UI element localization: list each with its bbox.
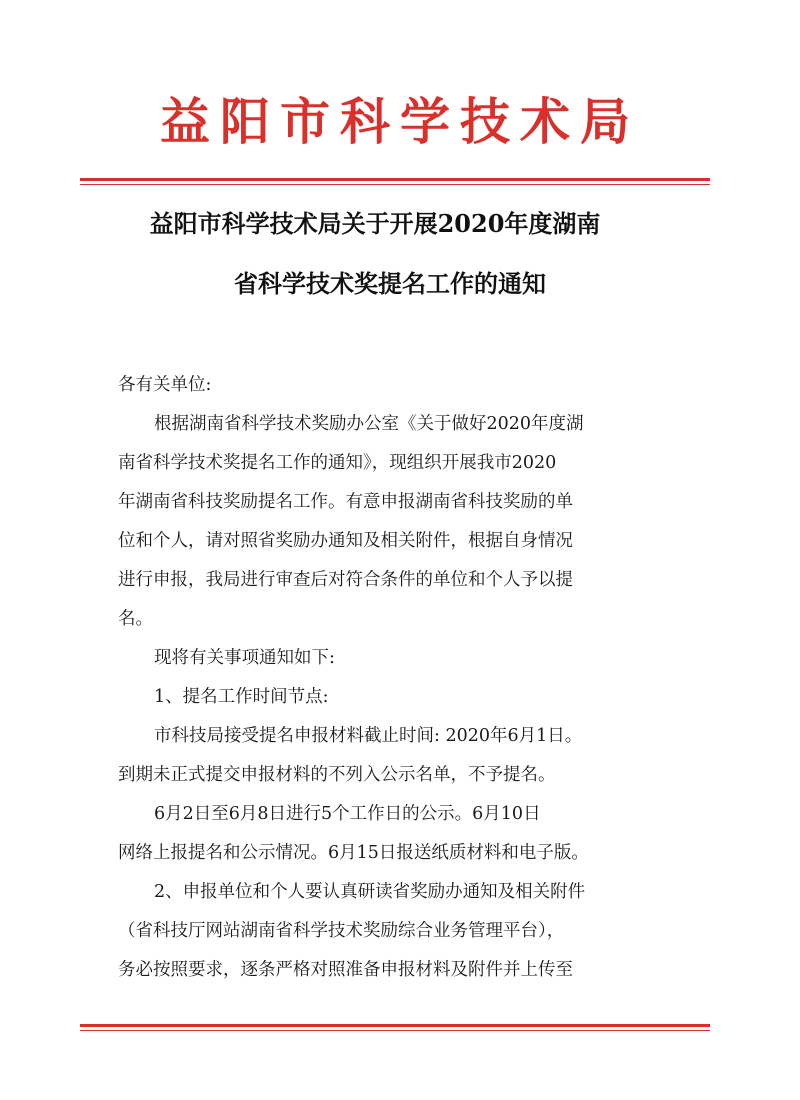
paragraph-1-line: 位和个人，请对照省奖励办通知及相关附件，根据自身情况 [118,531,573,551]
paragraph-2: 现将有关事项通知如下: [154,648,335,668]
paragraph-4-line: 到期未正式提交申报材料的不列入公示名单，不予提名。 [118,765,556,785]
paragraph-5-line: 6月2日至6月8日进行5个工作日的公示。6月10日 [154,804,541,824]
paragraph-1-line: 进行申报，我局进行审查后对符合条件的单位和个人予以提 [118,570,573,590]
letterhead-rule-thick [80,178,710,181]
paragraph-6-line: （省科技厅网站湖南省科学技术奖励综合业务管理平台）， [118,921,565,941]
paragraph-4 [118,717,688,795]
paragraph-1-line: 名。 [118,609,153,629]
paragraph-1 [118,405,688,639]
paragraph-5 [118,795,688,873]
paragraph-3: 1、提名工作时间节点: [154,687,329,707]
paragraph-1-line: 年湖南省科技奖励提名工作。有意申报湖南省科技奖励的单 [118,492,573,512]
document-body [118,366,688,990]
paragraph-4-line: 市科技局接受提名申报材料截止时间: 2020年6月1日。 [154,726,583,746]
paragraph-6-line: 2、申报单位和个人要认真研读省奖励办通知及相关附件 [154,882,586,902]
paragraph-1-line: 根据湖南省科学技术奖励办公室《关于做好2020年度湖 [154,414,584,434]
footer-rule-thick [80,1024,710,1027]
paragraph-6-line: 务必按照要求，逐条严格对照准备申报材料及附件并上传至 [118,960,573,980]
document-title-line-2: 省科学技术奖提名工作的通知 [234,269,546,298]
paragraph-6 [118,873,688,990]
paragraph-5-line: 网络上报提名和公示情况。6月15日报送纸质材料和电子版。 [118,843,589,863]
salutation: 各有关单位: [118,375,212,395]
letterhead-rule-thin [80,184,710,185]
letterhead-title: 益阳市科学技术局 [160,93,640,151]
document-title-line-1: 益阳市科学技术局关于开展2020年度湖南 [149,209,601,238]
footer-rule-thin [80,1030,710,1031]
paragraph-1-line: 南省科学技术奖提名工作的通知》，现组织开展我市2020 [118,453,557,473]
